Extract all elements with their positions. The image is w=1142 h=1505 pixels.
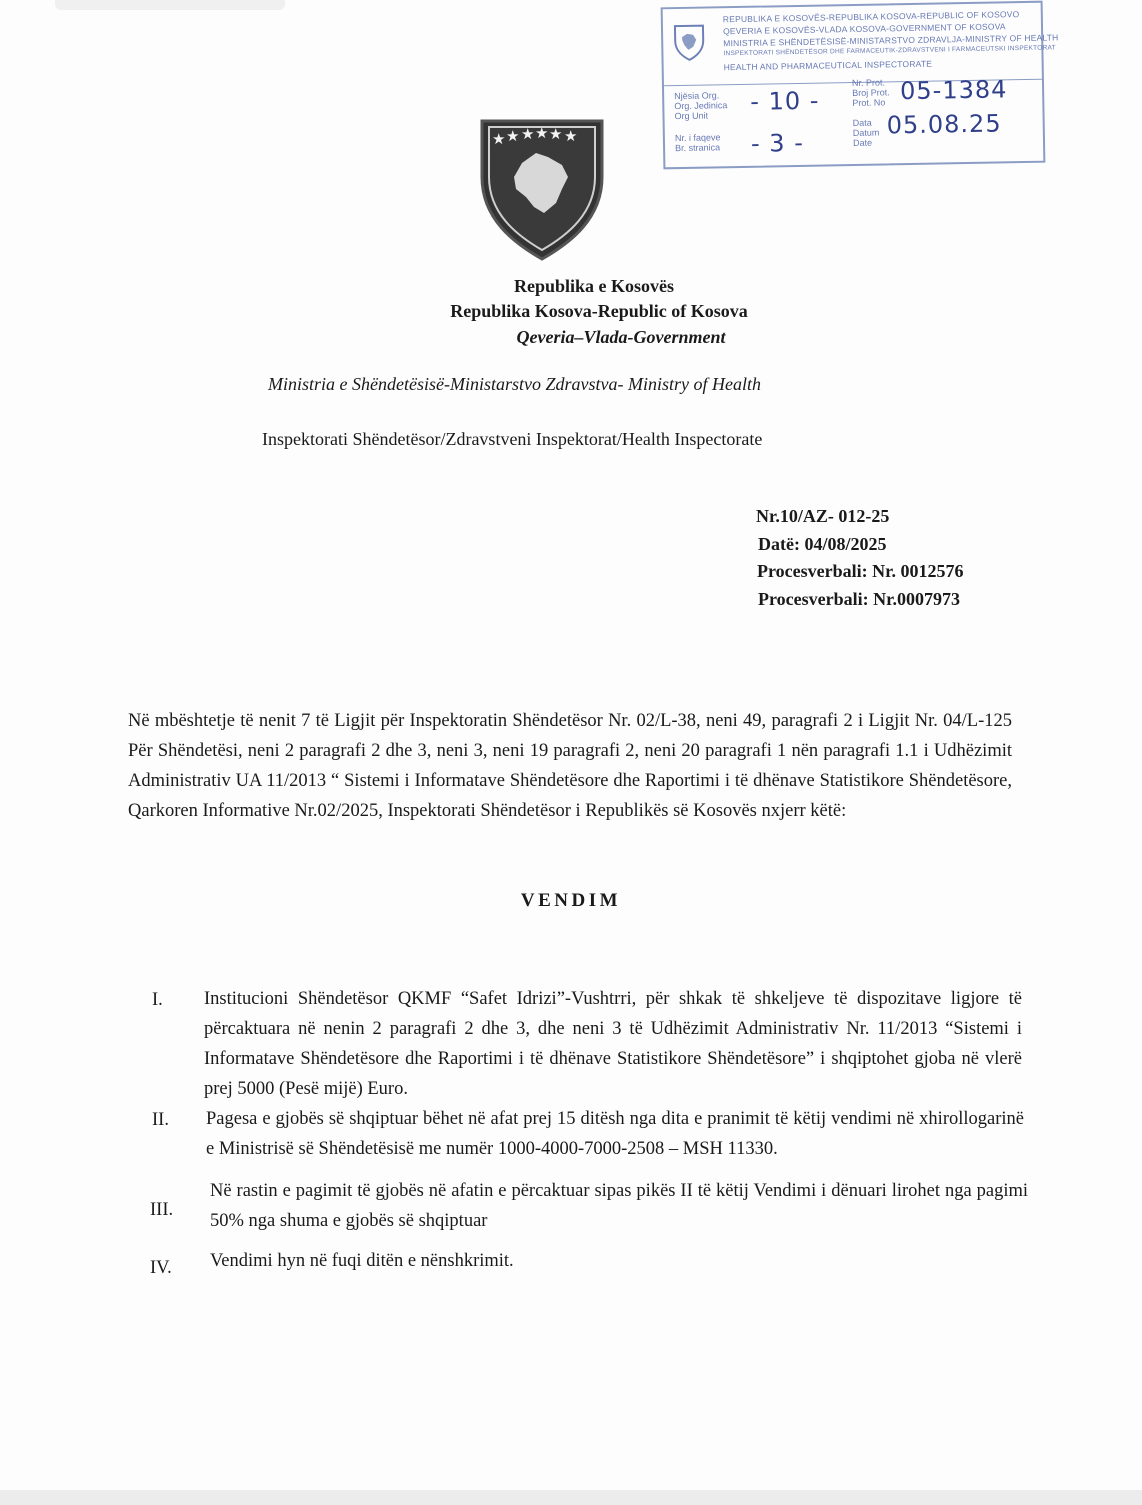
item-text: Institucioni Shëndetësor QKMF “Safet Idrizi”-Vushtrri, për shkak të shkeljeve të dispozitave ligjore të përcaktuara në nenin 2 paragrafi 2 dhe 3, dhe neni 3 të Udhëzimit Administrativ Nr. 11/2013 “Sistemi i Informatave Shëndetësore dhe Raportimi i të dhënave Statistikore Shëndetësore” i shqiptohet gjoba në vlerë prej 5000 (Pesë mijë) Euro. <box>204 989 1022 1099</box>
reference-number: Nr.10/AZ- 012-25 <box>756 506 890 526</box>
reference-report-1: Procesverbali: Nr. 0012576 <box>757 561 964 581</box>
item-number: IV. <box>150 1258 172 1278</box>
decision-title: VENDIM <box>520 890 622 911</box>
item-number: III. <box>150 1200 174 1220</box>
svg-text:★: ★ <box>564 127 578 145</box>
scan-edge <box>55 0 285 10</box>
item-number: I. <box>152 990 163 1010</box>
stamp-line: MINISTRIA E SHËNDETËSISË-MINISTARSTVO ZDRAVLJA-MINISTRY OF HEALTH <box>723 32 1059 49</box>
stamp-date-label: Data Datum Date <box>852 117 880 149</box>
registry-stamp <box>661 1 1059 170</box>
stamp-line: INSPEKTORATI SHËNDETËSOR DHE FARMACEUTIK-ZDRAVSTVENI I FARMACEUTSKI INSPEKTORAT <box>723 44 1056 58</box>
item-text: Pagesa e gjobës së shqiptuar bëhet në afat prej 15 ditësh nga dita e pranimit të këtij vendimi në xhirollogarinë e Ministrisë së Shëndetësisë me numër 1000-4000-7000-2508 – MSH 11330. <box>206 1109 1024 1159</box>
svg-text:★: ★ <box>492 130 506 148</box>
stamp-org-unit-value: - 10 - <box>750 86 820 116</box>
stamp-org-unit-label: Njësia Org. Org. Jedinica Org Unit <box>674 90 728 122</box>
item-text: Në rastin e pagimit të gjobës në afatin e përcaktuar sipas pikës II të këtij Vendimi i dënuari lirohet nga pagimi 50% nga shuma e gjobës së shqiptuar <box>210 1181 1028 1231</box>
stamp-line: QEVERIA E KOSOVËS-VLADA KOSOVA-GOVERNMENT OF KOSOVA <box>722 21 1006 37</box>
header-government: Qeveria–Vlada-Government <box>516 327 726 347</box>
header-ministry: Ministria e Shëndetësisë-Ministarstvo Zdravstva- Ministry of Health <box>268 374 761 394</box>
svg-text:★: ★ <box>506 127 520 145</box>
stamp-line: HEALTH AND PHARMACEUTICAL INSPECTORATE <box>723 58 933 73</box>
stamp-emblem-icon <box>673 23 706 62</box>
svg-text:★: ★ <box>535 124 549 142</box>
stamp-protocol-value: 05-1384 <box>899 75 1008 106</box>
stamp-pages-label: Nr. i faqeve Br. stranica <box>674 132 721 154</box>
intro-paragraph: Në mbështetje të nenit 7 të Ligjit për Inspektoratin Shëndetësor Nr. 02/L-38, neni 49, paragrafi 2 i Ligjit Nr. 04/L-125 Për Shëndetësi, neni 2 paragrafi 2 dhe 3, neni 3, neni 19 paragrafi 2, neni 20 paragrafi 1 nën paragrafi 1.1 i Udhëzimit Administrativ UA 11/2013 “ Sistemi i Informatave Shëndetësore dhe Raportimi i të dhënave Statistikore Shëndetësore, Qarkoren Informative Nr.02/2025, Inspektorati Shëndetësor i Republikës së Kosovës nxjerr këtë: <box>128 711 1012 821</box>
stamp-header <box>663 3 1059 87</box>
svg-text:★: ★ <box>521 125 535 143</box>
stamp-pages-value: - 3 - <box>750 128 805 158</box>
svg-text:★: ★ <box>549 125 563 143</box>
item-text: Vendimi hyn në fuqi ditën e nënshkrimit. <box>210 1251 514 1271</box>
header-inspectorate: Inspektorati Shëndetësor/Zdravstveni Inspektorat/Health Inspectorate <box>262 429 763 449</box>
stamp-date-value: 05.08.25 <box>886 109 1002 140</box>
reference-report-2: Procesverbali: Nr.0007973 <box>758 589 960 609</box>
header-republic: Republika e Kosovës <box>513 276 675 296</box>
header-republic-multilang: Republika Kosova-Republic of Kosova <box>450 301 748 321</box>
item-number: II. <box>152 1110 169 1130</box>
reference-date: Datë: 04/08/2025 <box>758 534 887 554</box>
stamp-protocol-label: Nr. Prot. Broj Prot. Prot. No <box>851 77 890 109</box>
kosovo-coat-of-arms-icon <box>478 115 606 261</box>
stamp-line: REPUBLIKA E KOSOVËS-REPUBLIKA KOSOVA-REPUBLIC OF KOSOVO <box>722 9 1020 25</box>
